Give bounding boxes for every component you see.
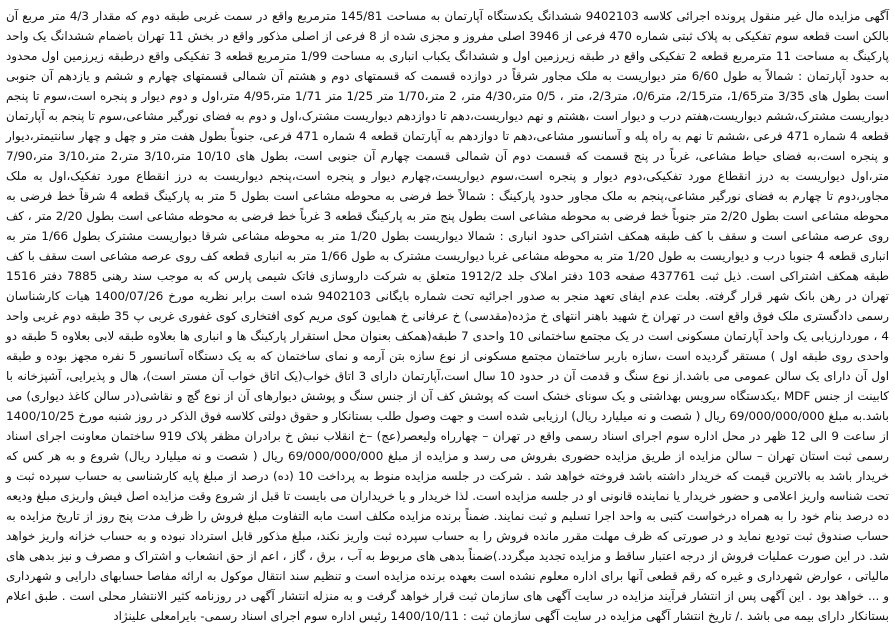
auction-notice-text: آگهی مزایده مال غیر منقول پرونده اجرائی کلاسه 9402103 ششدانگ یکدستگاه آپارتمان به مساحت 145/81 مترمربع واقع در سمت غربی طبقه دوم که مقدار 4/3 متر مربع آن بالکن است قطعه سوم تفکیکی به پلاک ثبتی شماره 470 فرعی از 3946 اصلی مفروز و مجزی شده از 8 فرعی از اصلی مذکور واقع در بخش 11 تهران باضمام ششدانگ یک واحد پارکینگ به مساحت 11 مترمربع قطعه 2 تفکیکی واقع در طبقه زیرزمین اول و ششدانگ یکباب انباری به مساحت 1/99 مترمربع قطعه 3 تفکیکی واقع درطبقه زیرزمین اول محدود به حدود آپارتمان : شمالاً به طول 6/60 متر دیواریست به ملک مجاور شرقاً در دوازده قسمت که قسمتهای دوم و هشتم آن شمالی قسمتهای چهارم و ششم و یازدهم آن جنوبی است بطول های 3/35 متر1/65، متر2/15، متر0/6، متر2/3، متر ، 0/5 متر،4/30 متر، 2 متر،1/70 متر 1/25 متر 1/71 متر،4/95 متر،اول و دوم دیوار و پنجره است،سوم تا پنجم دیواریست مشترک،ششم دیواریست،هفتم درب و دیوار است ،هشتم و نهم دیواریست،دهم تا دوازدهم دیواریست مشترک،اول و دوم به فضای نورگیر مشاعی،سوم تا پنجم به آپارتمان قطعه 4 شماره 471 فرعی ،ششم تا نهم به راه پله و آسانسور مشاعی،دهم تا دوازدهم به آپارتمان قطعه 4 شماره 471 فرعی، جنوباً بطول هفت متر و چهل و چهار سانتیمتر،دیوار و پنجره است،به فضای حیاط مشاعی، غرباً در پنج قسمت که قسمت دوم آن شمالی قسمت چهارم آن جنوبی است، بطول های 10/10 متر،3/10 متر،2 متر،3/10 متر،7/90 متر،اول دیواریست به درز انقطاع مورد تفکیکی،دوم دیوار و پنجره است،سوم دیواریست،چهارم دیوار و پنجره است،پنجم دیواریست به درز انقطاع مورد تفکیک،اول به ملک مجاور،دوم تا چهارم به فضای نورگیر مشاعی،پنجم به ملک مجاور حدود پارکینگ : شمالاً خط فرضی به محوطه مشاعی است بطول 5 متر به پارکینگ قطعه 4 شرقاً خط فرضی به محوطه مشاعی است بطول 2/20 متر جنوباً خط فرضی به محوطه مشاعی است بطول پنج متر به پارکینگ قطعه 3 غرباً خط فرضی به محوطه مشاعی است بطول 2/20 متر ، کف روی عرصه مشاعی است و سقف با کف طبقه همکف اشتراکی حدود انباری : شمالا دیواریست بطول 1/20 متر به محوطه مشاعی شرقا دیواریست مشترک بطول 1/66 متر به انباری قطعه 4 جنوبا درب و دیواریست به طول 1/20 متر به محوطه مشاعی غربا دیواریست مشترک به طول 1/66 متر به انباری قطعه کف روی عرصه مشاعی است سقف با کف طبقه همکف اشتراکی است. ذیل ثبت 437761 صفحه 103 دفتر املاک جلد 1912/2 متعلق به شرکت داروسازی فاتک شیمی پارس که به موجب سند رهنی 7885 دفتر 1516 تهران در رهن بانک شهر قرار گرفته. بعلت عدم ایفای تعهد منجر به صدور اجرائیه تحت شماره بایگانی 9402103 شده است برابر نظریه مورخ 1400/07/26 هیات کارشناسان رسمی دادگستری ملک فوق واقع است در تهران خ شهید باهنر انتهای خ مژده(مقدسی) خ عرفانی خ همایون کوی مریم کوی افتخاری کوی غفوری غربی پ 35 طبقه دوم غربی واحد 4 ، موردارزیابی یک واحد آپارتمان مسکونی است در یک مجتمع ساختمانی 10 واحدی 7 طبقه(همکف بعنوان محل استقرار پارکینگ ها و انباری ها بعلاوه طبقه لابی بعلاوه 5 طبقه دو واحدی روی طبقه اول ) مستقر گردیده است ،سازه باربر ساختمان مجتمع مسکونی از نوع سازه بتن آرمه و نمای ساختمان که به یک دستگاه آسانسور 5 نفره مجهز بوده و طبقه اول آن دارای یک سالن عمومی می باشد.از نوع سنگ و قدمت آن در حدود 10 سال است،آپارتمان دارای 3 اتاق خواب(یک اتاق خواب آن مستر است)، هال و پذیرایی، آشپزخانه با کابینت از جنس MDF ،یکدستگاه سرویس بهداشتی و یک سونای خشک است که پوشش کف آن از جنس سنگ و پوشش دیوارهای آن از نوع گچ و نقاشی(در سالن کاغذ دیواری) می باشد.به مبلغ 69/000/000/000 ریال ( شصت و نه میلیارد ریال) ارزیابی شده است و جهت وصول طلب بستانکار و حقوق دولتی کلاسه فوق الذکر در روز شنبه مورخ 1400/10/25 از ساعت 9 الی 12 ظهر در محل اداره سوم اجرای اسناد رسمی واقع در تهران – چهارراه ولیعصر(عج) –خ انقلاب نبش خ برادران مظفر پلاک 919 ساختمان معاونت اجرای اسناد رسمی ثبت استان تهران – سالن مزایده از طریق مزایده حضوری بفروش می رسد و مزایده از مبلغ 69/000/000/000 ریال ( شصت و نه میلیارد ریال) شروع و به هر کس که خریدار باشد به بالاترین قیمت که خریدار داشته باشد فروخته خواهد شد . شرکت در جلسه مزایده منوط به پرداخت 10 (ده) درصد از مبلغ پایه کارشناسی به حساب سپرده ثبت و تحت شناسه واریز اعلامی و حضور خریدار یا نماینده قانونی او در جلسه مزایده است. لذا خریدار و یا خریداران می بایست تا قبل از شروع وقت مزایده اصل فیش واریزی مبلغ ودیعه ده درصد بنام خود را به همراه درخواست کتبی به واحد اجرا تسلیم و ثبت نمایند. ضمناً برنده مزایده مکلف است مابه التفاوت مبلغ فروش را ظرف مدت پنج روز از تاریخ مزایده به حساب صندوق ثبت تودیع نماید و در صورتی که ظرف مهلت مقرر مانده فروش را به حساب سپرده ثبت واریز نکند، مبلغ مذکور قابل استرداد نبوده و به حساب خزانه واریز خواهد شد. در این صورت عملیات فروش از درجه اعتبار ساقط و مزایده تجدید میگردد.)ضمناً بدهی های مربوط به آب ، برق ، گاز ، اعم از حق انشعاب و اشتراک و مصرف و نیز بدهی های مالیاتی ، عوارض شهرداری و غیره که رقم قطعی آنها برای اداره معلوم نشده است بعهده برنده مزایده است و تنظیم سند انتقال موکول به ارائه مفاصا حسابهای دارایی و شهرداری و ... خواهد بود . این آگهی پس از انتشار فرآیند مزایده در سایت آگهی های سازمان ثبت قرار خواهد گرفت و به منزله انتشار آگهی در روزنامه کثیر الانتشار محلی است . طبق اعلام بستانکار دارای بیمه می باشد ./ تاریخ انتشار آگهی مزایده در سایت آگهی سازمان ثبت : 1400/10/11 رئیس اداره سوم اجرای اسناد رسمی- بایرامعلی علینژاد (6, 9, 890, 623)
